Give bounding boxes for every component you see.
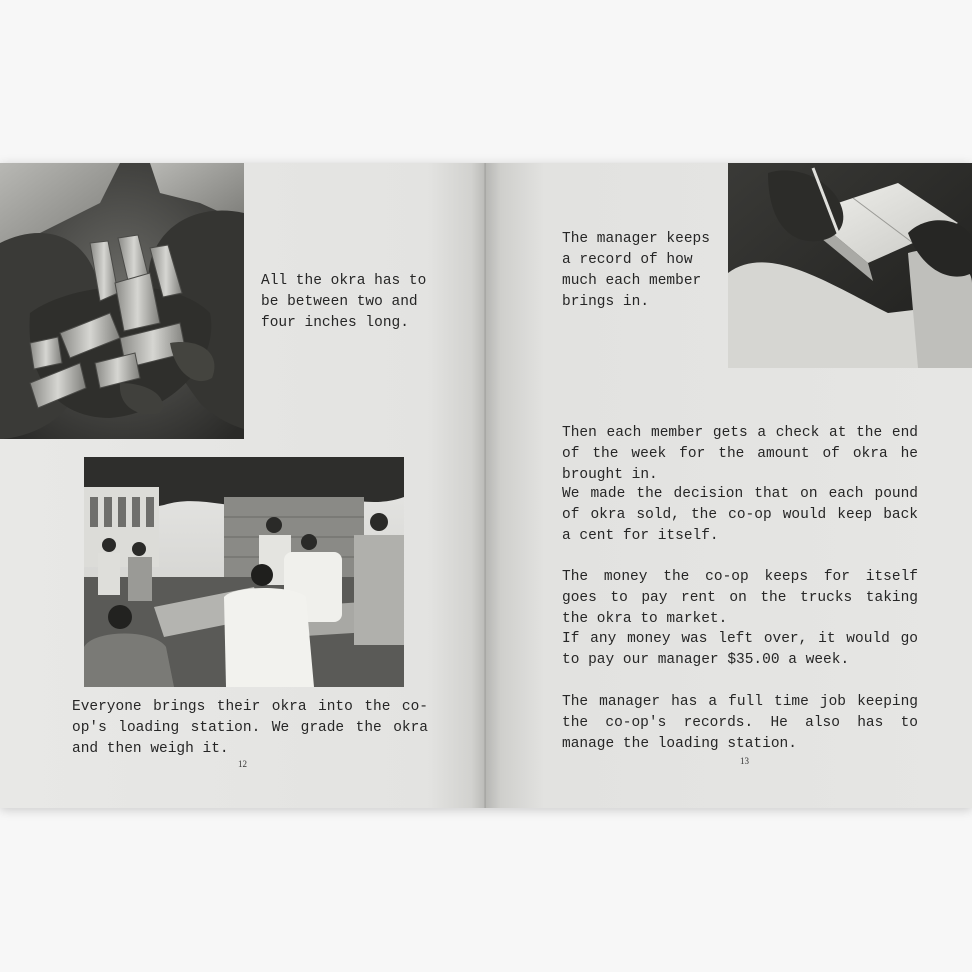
show-through-text bbox=[255, 218, 470, 278]
paragraph-2: We made the decision that on each pound of okra sold, the co-op would keep back a cent for itself. bbox=[562, 486, 918, 544]
left-page bbox=[0, 163, 486, 808]
loading-station-photo bbox=[84, 457, 404, 687]
paragraph-4: If any money was left over, it would go to pay our manager $35.00 a week. bbox=[562, 631, 918, 668]
page-number-12: 12 bbox=[238, 759, 247, 769]
paragraph-3: The money the co-op keeps for itself goes to pay rent on the trucks taking the okra to market. bbox=[562, 569, 918, 627]
show-through-text bbox=[636, 363, 856, 423]
book-spread bbox=[0, 163, 972, 808]
okra-caption: All the okra has to be between two and four inches long. bbox=[261, 273, 427, 331]
page-number-13: 13 bbox=[740, 756, 749, 766]
record-caption: The manager keeps a record of how much each member brings in. bbox=[562, 231, 710, 310]
paragraph-1: Then each member gets a check at the end of the week for the amount of okra he brought in. bbox=[562, 425, 918, 483]
right-page bbox=[486, 163, 972, 808]
paragraph-5: The manager has a full time job keeping the co-op's records. He also has to manage the loading station. bbox=[562, 694, 918, 752]
record-book-photo bbox=[728, 163, 972, 368]
okra-hands-photo bbox=[0, 163, 244, 439]
loading-caption: Everyone brings their okra into the co-op's loading station. We grade the okra and then weigh it. bbox=[72, 699, 428, 757]
